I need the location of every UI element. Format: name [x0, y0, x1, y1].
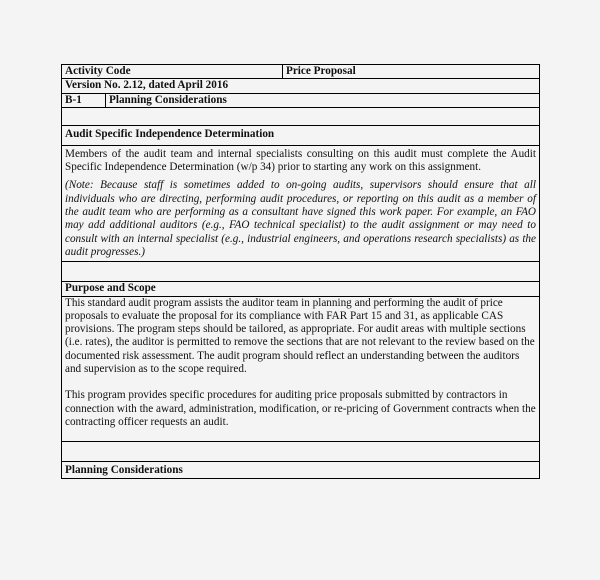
blank-row: [62, 107, 540, 125]
purpose-spacer: [65, 429, 536, 441]
version-row: [62, 79, 540, 93]
version-text: Version No. 2.12, dated April 2016: [62, 79, 540, 93]
purpose-heading-row: [62, 282, 540, 296]
section-number: B-1: [62, 93, 106, 107]
independence-body-row: [62, 145, 540, 261]
section-row: [62, 93, 540, 107]
independence-body: Members of the audit team and internal specialists consulting on this audit must complete the Audit Specific Independence Determination (w/p 34) prior to starting any work on this assignment.: [65, 147, 536, 174]
independence-note: (Note: Because staff is sometimes added to on-going audits, supervisors should ensure that all individuals who are directing, performing audit procedures, or reporting on this audit as a member of the audit team who are performing as a consultant have signed this work paper. For example, an FAO may add additional auditors (e.g., FAO technical specialist) to the audit assignment or may need to consult with an internal specialist (e.g., industrial engineers, and operations research specialists) as the audit progresses.): [65, 179, 536, 258]
blank-row: [62, 262, 540, 282]
purpose-heading: Purpose and Scope: [62, 282, 540, 296]
blank-row: [62, 442, 540, 462]
independence-body-cell: [62, 145, 540, 261]
purpose-paragraph-2: This program provides specific procedures for auditing price proposals submitted by contractors in connection with the award, administration, modification, or re-pricing of Government contracts when the contracting officer requests an audit.: [65, 389, 536, 428]
independence-heading: Audit Specific Independence Determination: [62, 125, 540, 145]
planning-heading: Planning Considerations: [62, 462, 540, 478]
blank-cell: [62, 107, 540, 125]
activity-code-label: Activity Code: [62, 65, 283, 79]
activity-code-value: Price Proposal: [283, 65, 540, 79]
purpose-paragraph-1: This standard audit program assists the auditor team in planning and performing the audit of price proposals to evaluate the proposal for its compliance with FAR Part 15 and 31, as applicable CAS provisions. The program steps should be tailored, as appropriate. For audit areas with multiple sections (i.e. rates), the auditor is permitted to remove the sections that are not relevant to the review based on the documented risk assessment. The audit program should reflect an understanding between the auditors and supervision as to the scope required.: [65, 296, 535, 376]
blank-cell: [62, 442, 540, 462]
blank-cell: [62, 262, 540, 282]
purpose-body-row: [62, 296, 540, 442]
independence-heading-row: [62, 125, 540, 145]
activity-code-row: [62, 65, 540, 79]
planning-heading-row: [62, 462, 540, 478]
section-title: Planning Considerations: [106, 93, 540, 107]
audit-program-table: [61, 64, 540, 479]
purpose-body-cell: [62, 296, 540, 442]
